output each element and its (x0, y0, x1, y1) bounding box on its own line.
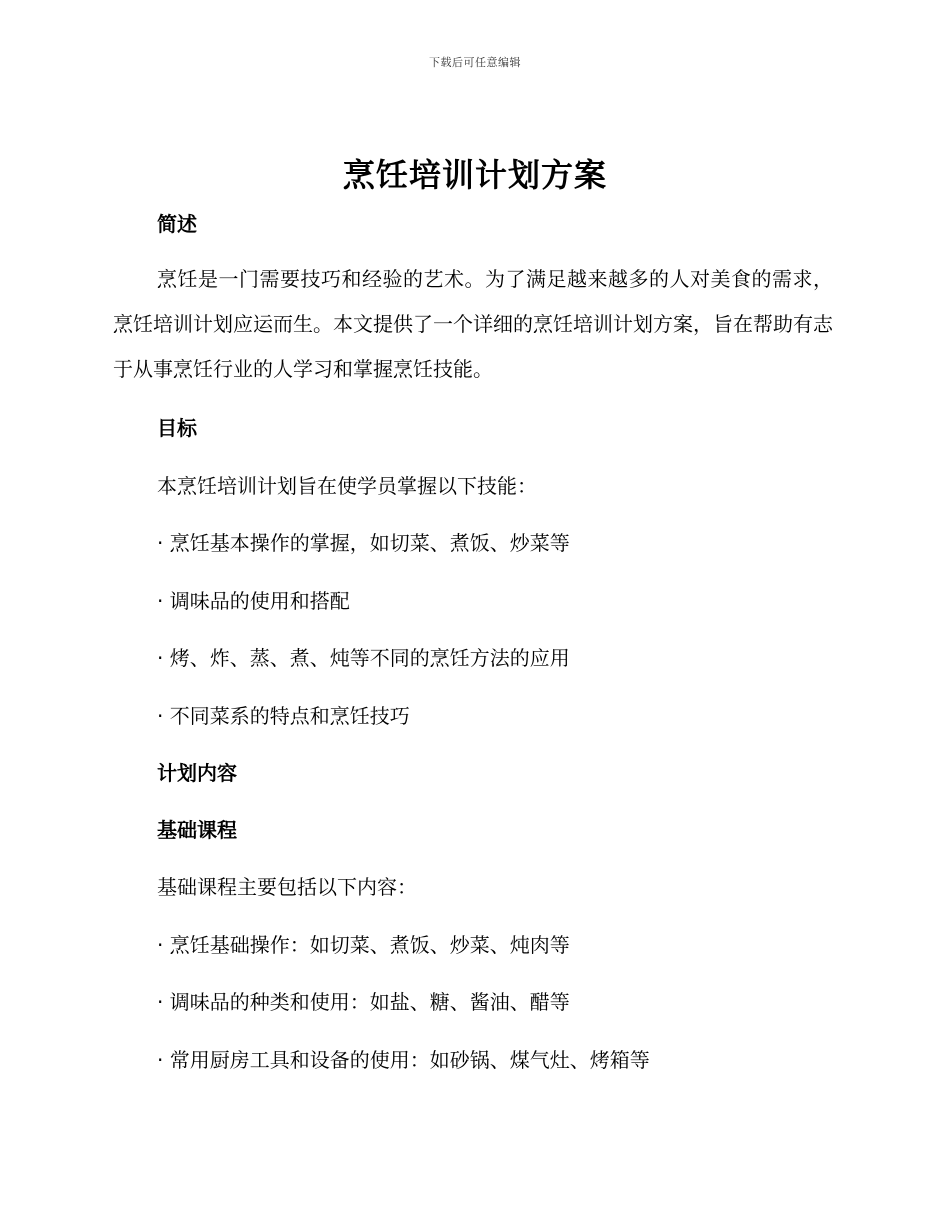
page-header-note: 下载后可任意编辑 (429, 56, 521, 69)
list-item: · 调味品的种类和使用：如盐、糖、酱油、醋等 (157, 990, 570, 1014)
basic-intro: 基础课程主要包括以下内容： (157, 875, 417, 899)
list-item: · 常用厨房工具和设备的使用：如砂锅、煤气灶、烤箱等 (157, 1048, 650, 1072)
goals-intro: 本烹饪培训计划旨在使学员掌握以下技能： (157, 474, 537, 498)
list-item: · 不同菜系的特点和烹饪技巧 (157, 704, 410, 728)
document-title: 烹饪培训计划方案 (342, 156, 607, 194)
list-item: · 烹饪基础操作：如切菜、煮饭、炒菜、炖肉等 (157, 933, 570, 957)
list-item: · 烤、炸、蒸、煮、炖等不同的烹饪方法的应用 (157, 646, 570, 670)
section-heading-summary: 简述 (157, 212, 197, 236)
section-heading-plan: 计划内容 (157, 761, 237, 785)
list-item: · 调味品的使用和搭配 (157, 589, 350, 613)
list-item: · 烹饪基本操作的掌握，如切菜、煮饭、炒菜等 (157, 531, 570, 555)
subsection-heading-basic: 基础课程 (157, 818, 237, 842)
summary-paragraph: 烹饪是一门需要技巧和经验的艺术。为了满足越来越多的人对美食的需求，烹饪培训计划应运而生。本文提供了一个详细的烹饪培训计划方案，旨在帮助有志于从事烹饪行业的人学习和掌握烹饪技能。 (113, 267, 833, 381)
section-heading-goals: 目标 (157, 416, 197, 440)
